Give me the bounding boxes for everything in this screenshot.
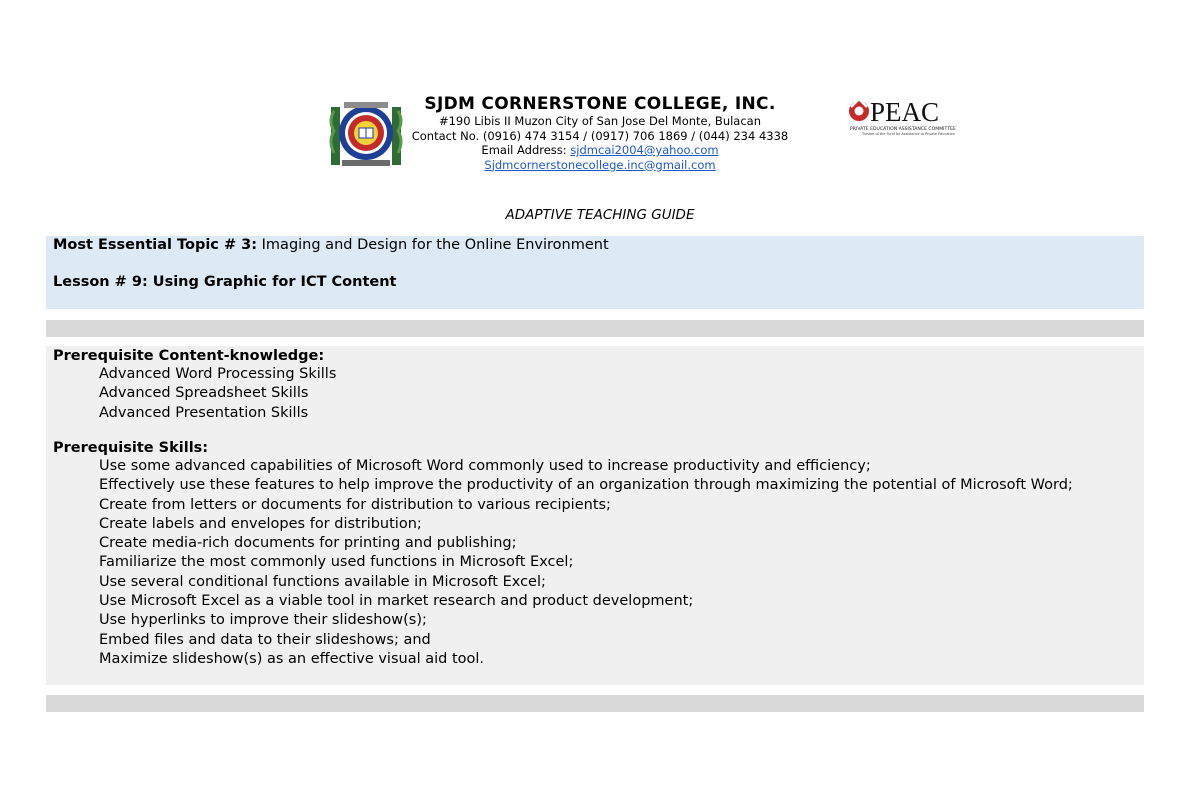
list-item: Create from letters or documents for distribution to various recipients; (99, 496, 611, 513)
list-item: Create labels and envelopes for distribution; (99, 515, 422, 532)
guide-title: ADAPTIVE TEACHING GUIDE (505, 207, 695, 223)
college-name: SJDM CORNERSTONE COLLEGE, INC. (424, 94, 776, 114)
peac-logo-caption: PRIVATE EDUCATION ASSISTANCE COMMITTEE (850, 127, 956, 132)
list-item: Use several conditional functions available in Microsoft Excel; (99, 573, 546, 590)
prereq-knowledge-list (99, 365, 336, 423)
list-item: Effectively use these features to help improve the productivity of an organization through maximizing the potential of Microsoft Word; (99, 477, 1073, 494)
topic-box (46, 236, 1144, 309)
list-item: Advanced Spreadsheet Skills (99, 385, 309, 402)
email-line (390, 143, 810, 158)
prereq-knowledge-heading: Prerequisite Content-knowledge: (53, 348, 325, 364)
email-label: Email Address: (481, 143, 571, 157)
list-item: Familiarize the most commonly used functions in Microsoft Excel; (99, 554, 574, 571)
peac-logo-text: PEAC (870, 97, 940, 127)
list-item: Use hyperlinks to improve their slideshow(s); (99, 612, 427, 629)
contact-numbers: Contact No. (0916) 474 3154 / (0917) 706 1869 / (044) 234 4338 (411, 128, 789, 143)
email-link-yahoo[interactable]: sjdmcai2004@yahoo.com (570, 143, 719, 157)
prereq-skills-list (99, 457, 1073, 669)
separator-bar (46, 695, 1144, 712)
email-link-gmail[interactable]: Sjdmcornerstonecollege.inc@gmail.com (484, 157, 716, 172)
list-item: Use Microsoft Excel as a viable tool in market research and product development; (99, 593, 694, 610)
list-item: Embed files and data to their slideshows; and (99, 631, 431, 648)
list-item: Advanced Presentation Skills (99, 404, 309, 421)
list-item: Maximize slideshow(s) as an effective visual aid tool. (99, 650, 485, 667)
separator-bar (46, 320, 1144, 337)
topic-line (53, 237, 609, 253)
college-address: #190 Libis II Muzon City of San Jose Del Monte, Bulacan (438, 114, 762, 128)
lesson-title: Lesson # 9: Using Graphic for ICT Content (53, 274, 397, 290)
topic-label: Most Essential Topic # 3: (53, 237, 258, 253)
list-item: Use some advanced capabilities of Microsoft Word commonly used to increase productivity and efficiency; (99, 458, 871, 474)
list-item: Create media-rich documents for printing and publishing; (99, 535, 517, 552)
list-item: Advanced Word Processing Skills (99, 366, 337, 382)
prereq-skills-heading: Prerequisite Skills: (53, 440, 209, 456)
peac-logo (848, 97, 966, 137)
letterhead (390, 94, 810, 172)
prerequisites-box (46, 346, 1144, 685)
peac-logo-subcaption: Trustee of the Fund for Assistance to Private Education (862, 132, 955, 136)
topic-value: Imaging and Design for the Online Environment (257, 237, 609, 253)
